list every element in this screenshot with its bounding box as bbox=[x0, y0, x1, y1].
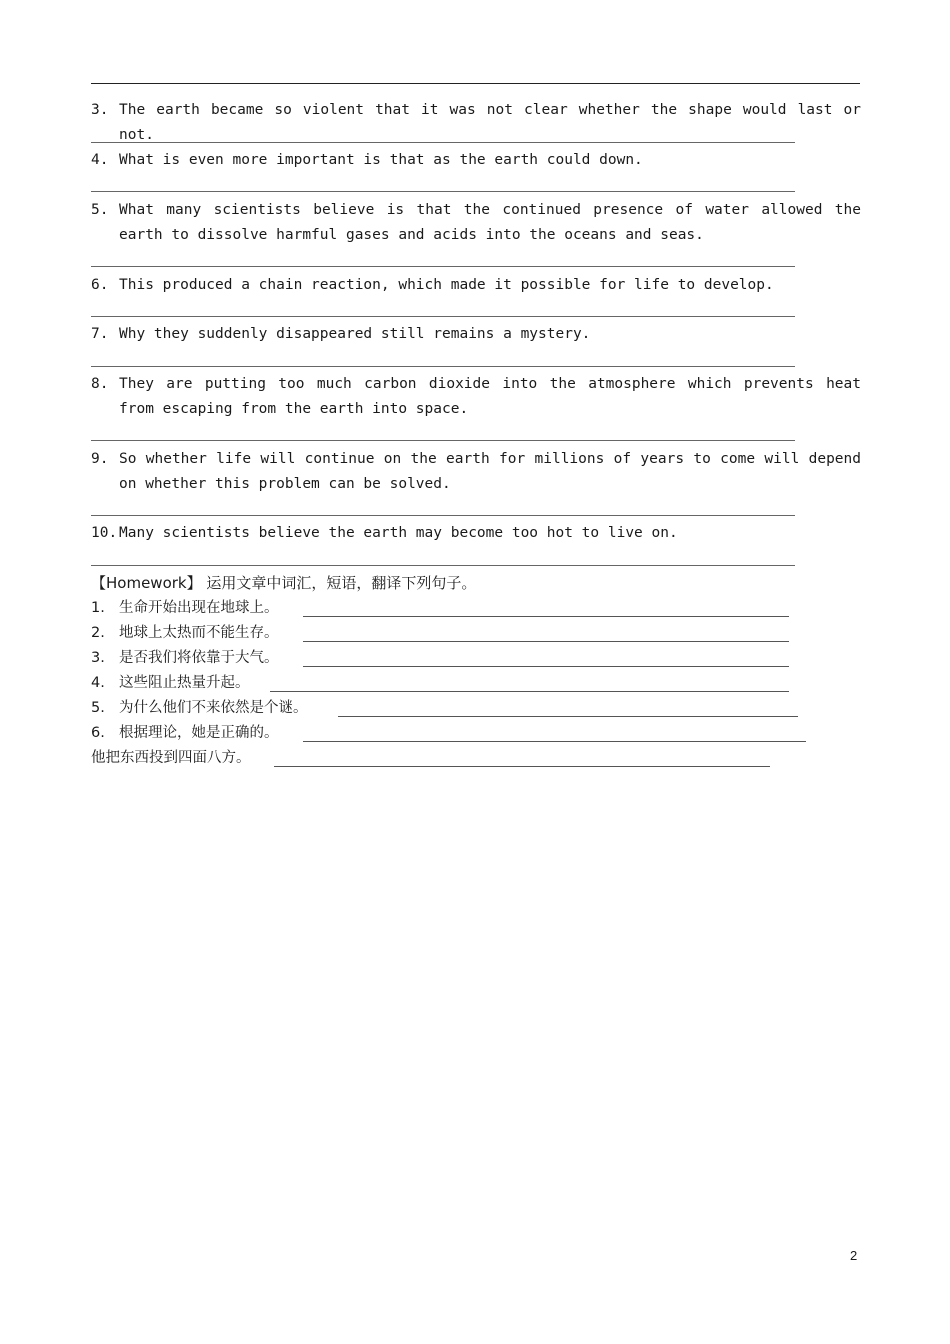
answer-blank[interactable] bbox=[303, 666, 789, 667]
header-rule bbox=[91, 83, 860, 84]
item-number: 4. bbox=[91, 152, 109, 168]
exercise-item-6 bbox=[91, 273, 861, 298]
exercise-item-9 bbox=[91, 447, 861, 497]
item-number: 6. bbox=[91, 277, 109, 293]
homework-item-1 bbox=[91, 597, 279, 619]
answer-line[interactable] bbox=[91, 191, 795, 192]
exercise-item-3 bbox=[91, 98, 861, 148]
homework-item-6 bbox=[91, 722, 279, 744]
item-text: 生命开始出现在地球上。 bbox=[119, 600, 279, 616]
exercise-item-10 bbox=[91, 521, 861, 546]
homework-item-2 bbox=[91, 622, 279, 644]
item-number: 8. bbox=[91, 376, 109, 392]
answer-blank[interactable] bbox=[303, 641, 789, 642]
item-text: Why they suddenly disappeared still remains a mystery. bbox=[119, 326, 591, 342]
answer-line[interactable] bbox=[91, 266, 795, 267]
item-text: 是否我们将依靠于大气。 bbox=[119, 650, 279, 666]
answer-line[interactable] bbox=[91, 440, 795, 441]
item-number: 5. bbox=[91, 202, 109, 218]
page-number: 2 bbox=[850, 1248, 858, 1263]
item-number: 10. bbox=[91, 525, 118, 541]
exercise-item-8 bbox=[91, 372, 861, 422]
answer-blank[interactable] bbox=[303, 616, 789, 617]
item-text: So whether life will continue on the earth for millions of years to come will depend on whether this problem can be solved. bbox=[119, 451, 861, 492]
item-number: 9. bbox=[91, 451, 109, 467]
item-text: This produced a chain reaction, which made it possible for life to develop. bbox=[119, 277, 774, 293]
item-text: 为什么他们不来依然是个谜。 bbox=[119, 700, 308, 716]
homework-heading: 【Homework】 运用文章中词汇，短语，翻译下列句子。 bbox=[91, 574, 477, 592]
item-number: 6. bbox=[91, 725, 105, 741]
item-number: 3. bbox=[91, 102, 109, 118]
exercise-item-7 bbox=[91, 322, 861, 347]
answer-line[interactable] bbox=[91, 316, 795, 317]
item-text: They are putting too much carbon dioxide into the atmosphere which prevents heat from escaping from the earth into space. bbox=[119, 376, 861, 417]
item-text: What is even more important is that as the earth could down. bbox=[119, 152, 643, 168]
answer-line[interactable] bbox=[91, 366, 795, 367]
item-number: 7. bbox=[91, 326, 109, 342]
item-text: 根据理论，她是正确的。 bbox=[119, 725, 279, 741]
answer-line[interactable] bbox=[91, 515, 795, 516]
homework-item-4 bbox=[91, 672, 250, 694]
homework-extra-item: 他把东西投到四面八方。 bbox=[91, 750, 251, 766]
answer-blank[interactable] bbox=[338, 716, 798, 717]
item-number: 4. bbox=[91, 675, 105, 691]
homework-item-3 bbox=[91, 647, 279, 669]
item-text: 这些阻止热量升起。 bbox=[119, 675, 250, 691]
item-number: 2. bbox=[91, 625, 105, 641]
exercise-item-4 bbox=[91, 148, 861, 173]
item-number: 5. bbox=[91, 700, 105, 716]
answer-blank[interactable] bbox=[303, 741, 806, 742]
item-text: Many scientists believe the earth may become too hot to live on. bbox=[119, 525, 678, 541]
item-number: 3. bbox=[91, 650, 105, 666]
answer-blank[interactable] bbox=[270, 691, 789, 692]
item-text: What many scientists believe is that the continued presence of water allowed the earth to dissolve harmful gases and acids into the oceans and seas. bbox=[119, 202, 861, 243]
answer-line[interactable] bbox=[91, 142, 795, 143]
item-text: 地球上太热而不能生存。 bbox=[119, 625, 279, 641]
item-text: The earth became so violent that it was not clear whether the shape would last or not. bbox=[119, 102, 861, 143]
answer-blank[interactable] bbox=[274, 766, 770, 767]
homework-item-5 bbox=[91, 697, 308, 719]
exercise-item-5 bbox=[91, 198, 861, 248]
item-number: 1. bbox=[91, 600, 105, 616]
answer-line[interactable] bbox=[91, 565, 795, 566]
